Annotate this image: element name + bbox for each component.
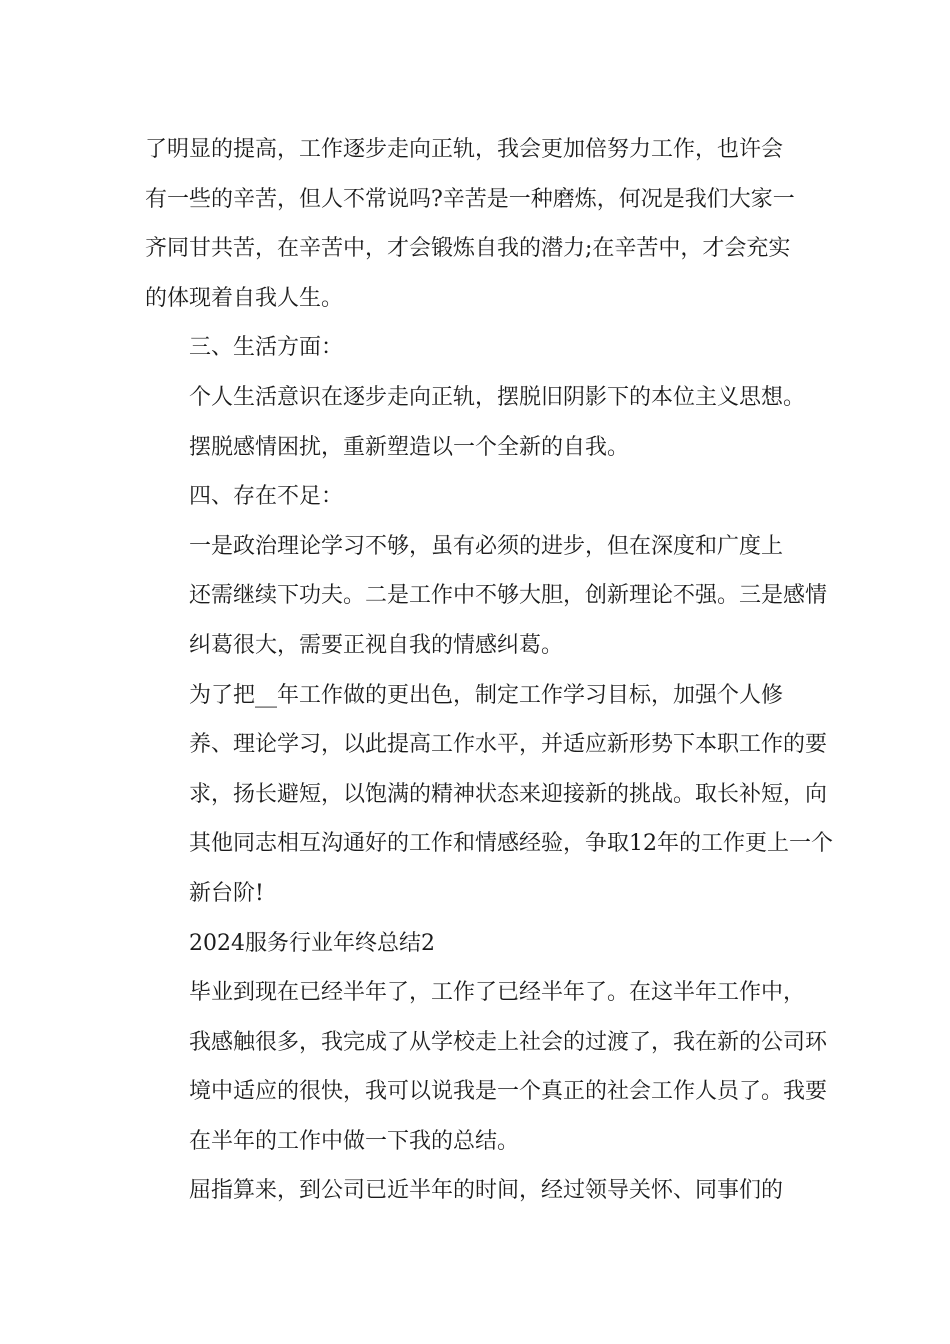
text-line: 纠葛很大，需要正视自我的情感纠葛。 [189, 632, 564, 658]
text-line: 了明显的提高，工作逐步走向正轨，我会更加倍努力工作，也许会 [145, 137, 784, 162]
paragraph [145, 671, 833, 919]
text-line: 有一些的辛苦，但人不常说吗?辛苦是一种磨炼，何况是我们大家一 [145, 186, 795, 212]
text-line: 境中适应的很快，我可以说我是一个真正的社会工作人员了。我要 [189, 1079, 828, 1105]
paragraph [145, 323, 810, 373]
text-line: 求，扬长避短，以饱满的精神状态来迎接新的挑战。取长补短，向 [189, 781, 828, 807]
paragraph [145, 968, 828, 1166]
text-line: 摆脱感情困扰，重新塑造以一个全新的自我。 [189, 434, 630, 460]
paragraph [145, 919, 810, 969]
text-line: 毕业到现在已经半年了，工作了已经半年了。在这半年工作中， [189, 980, 806, 1006]
text-line: 个人生活意识在逐步走向正轨，摆脱旧阴影下的本位主义思想。 [189, 384, 806, 410]
text-line: 在半年的工作中做一下我的总结。 [189, 1128, 520, 1154]
text-line: 还需继续下功夫。二是工作中不够大胆，创新理论不强。三是感情 [189, 583, 828, 609]
text-line: 三、生活方面： [189, 335, 344, 361]
text-line: 为了把__年工作做的更出色，制定工作学习目标，加强个人修 [189, 682, 784, 708]
text-line: 2024服务行业年终总结2 [189, 930, 435, 956]
text-line: 的体现着自我人生。 [145, 285, 344, 311]
paragraph [145, 1166, 810, 1216]
paragraph [145, 522, 828, 671]
document-body [145, 125, 833, 1216]
text-line: 四、存在不足： [189, 484, 344, 510]
text-line: 齐同甘共苦，在辛苦中，才会锻炼自我的潜力;在辛苦中，才会充实 [145, 236, 791, 262]
paragraph [145, 373, 810, 472]
text-line: 屈指算来，到公司已近半年的时间，经过领导关怀、同事们的 [189, 1178, 784, 1204]
text-line: 新台阶! [189, 880, 264, 906]
text-line: 我感触很多，我完成了从学校走上社会的过渡了，我在新的公司环 [189, 1029, 828, 1055]
text-line: 其他同志相互沟通好的工作和情感经验，争取12年的工作更上一个 [189, 831, 833, 857]
paragraph [145, 125, 810, 323]
text-line: 一是政治理论学习不够，虽有必须的进步，但在深度和广度上 [189, 533, 784, 559]
paragraph [145, 472, 810, 522]
text-line: 养、理论学习，以此提高工作水平，并适应新形势下本职工作的要 [189, 732, 828, 758]
